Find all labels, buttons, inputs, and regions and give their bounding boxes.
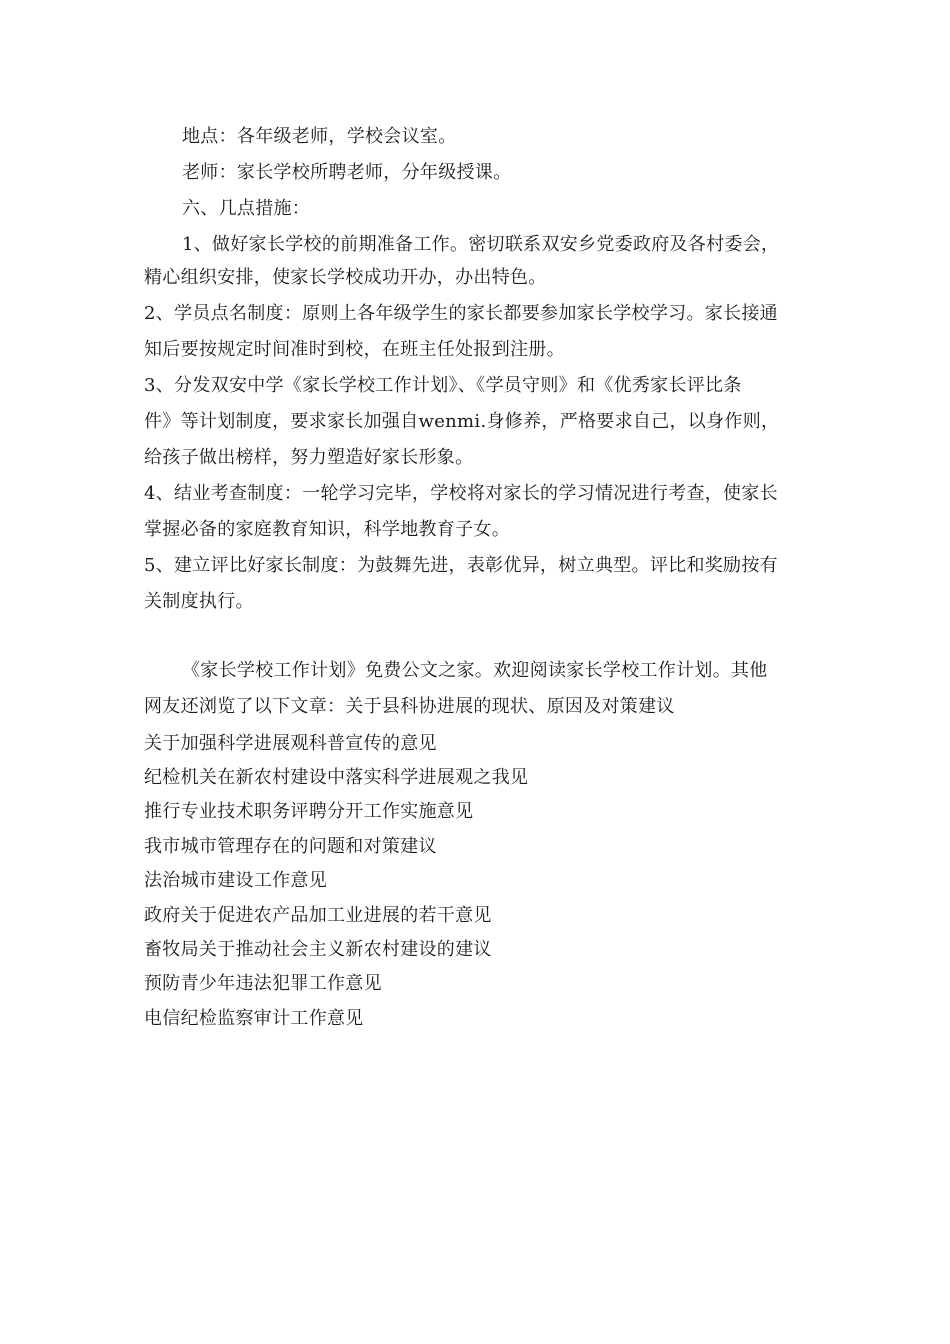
related-article-link[interactable]: 推行专业技术职务评聘分开工作实施意见 — [144, 801, 474, 822]
related-article-link[interactable]: 电信纪检监察审计工作意见 — [144, 1008, 364, 1029]
related-article-link[interactable]: 纪检机关在新农村建设中落实科学进展观之我见 — [144, 767, 529, 788]
measure-5-line-2: 关制度执行。 — [144, 591, 254, 612]
related-article-link[interactable]: 预防青少年违法犯罪工作意见 — [144, 973, 382, 994]
section-heading-measures: 六、几点措施： — [182, 198, 311, 219]
related-article-link[interactable]: 我市城市管理存在的问题和对策建议 — [144, 836, 437, 857]
related-article-link[interactable]: 畜牧局关于推动社会主义新农村建设的建议 — [144, 939, 492, 960]
measure-4-line-1: 4、结业考查制度：一轮学习完毕，学校将对家长的学习情况进行考查，使家长 — [144, 483, 778, 504]
measure-2-line-2: 知后要按规定时间准时到校，在班主任处报到注册。 — [144, 339, 565, 360]
measure-3-line-1: 3、分发双安中学《家长学校工作计划》、《学员守则》和《优秀家长评比条 — [144, 375, 742, 396]
measure-2-line-1: 2、学员点名制度：原则上各年级学生的家长都要参加家长学校学习。家长接通 — [144, 303, 778, 324]
measure-1-line-2: 精心组织安排，使家长学校成功开办，办出特色。 — [144, 267, 547, 288]
footer-intro-line-2: 网友还浏览了以下文章：关于县科协进展的现状、原因及对策建议 — [144, 696, 675, 717]
measure-5-line-1: 5、建立评比好家长制度：为鼓舞先进，表彰优异，树立典型。评比和奖励按有 — [144, 555, 778, 576]
related-article-link[interactable]: 关于加强科学进展观科普宣传的意见 — [144, 733, 437, 754]
paragraph-location: 地点：各年级老师，学校会议室。 — [182, 126, 457, 147]
related-article-link[interactable]: 法治城市建设工作意见 — [144, 870, 327, 891]
measure-4-line-2: 掌握必备的家庭教育知识，科学地教育子女。 — [144, 519, 510, 540]
footer-intro-line-1: 《家长学校工作计划》免费公文之家。欢迎阅读家长学校工作计划。其他 — [182, 660, 768, 681]
measure-3-line-2: 件》等计划制度，要求家长加强自wenmi.身修养，严格要求自己，以身作则， — [144, 411, 780, 432]
related-article-link[interactable]: 政府关于促进农产品加工业进展的若干意见 — [144, 905, 492, 926]
paragraph-teacher: 老师：家长学校所聘老师，分年级授课。 — [182, 162, 512, 183]
measure-1-line-1: 1、做好家长学校的前期准备工作。密切联系双安乡党委政府及各村委会， — [182, 234, 780, 255]
measure-3-line-3: 给孩子做出榜样，努力塑造好家长形象。 — [144, 447, 474, 468]
